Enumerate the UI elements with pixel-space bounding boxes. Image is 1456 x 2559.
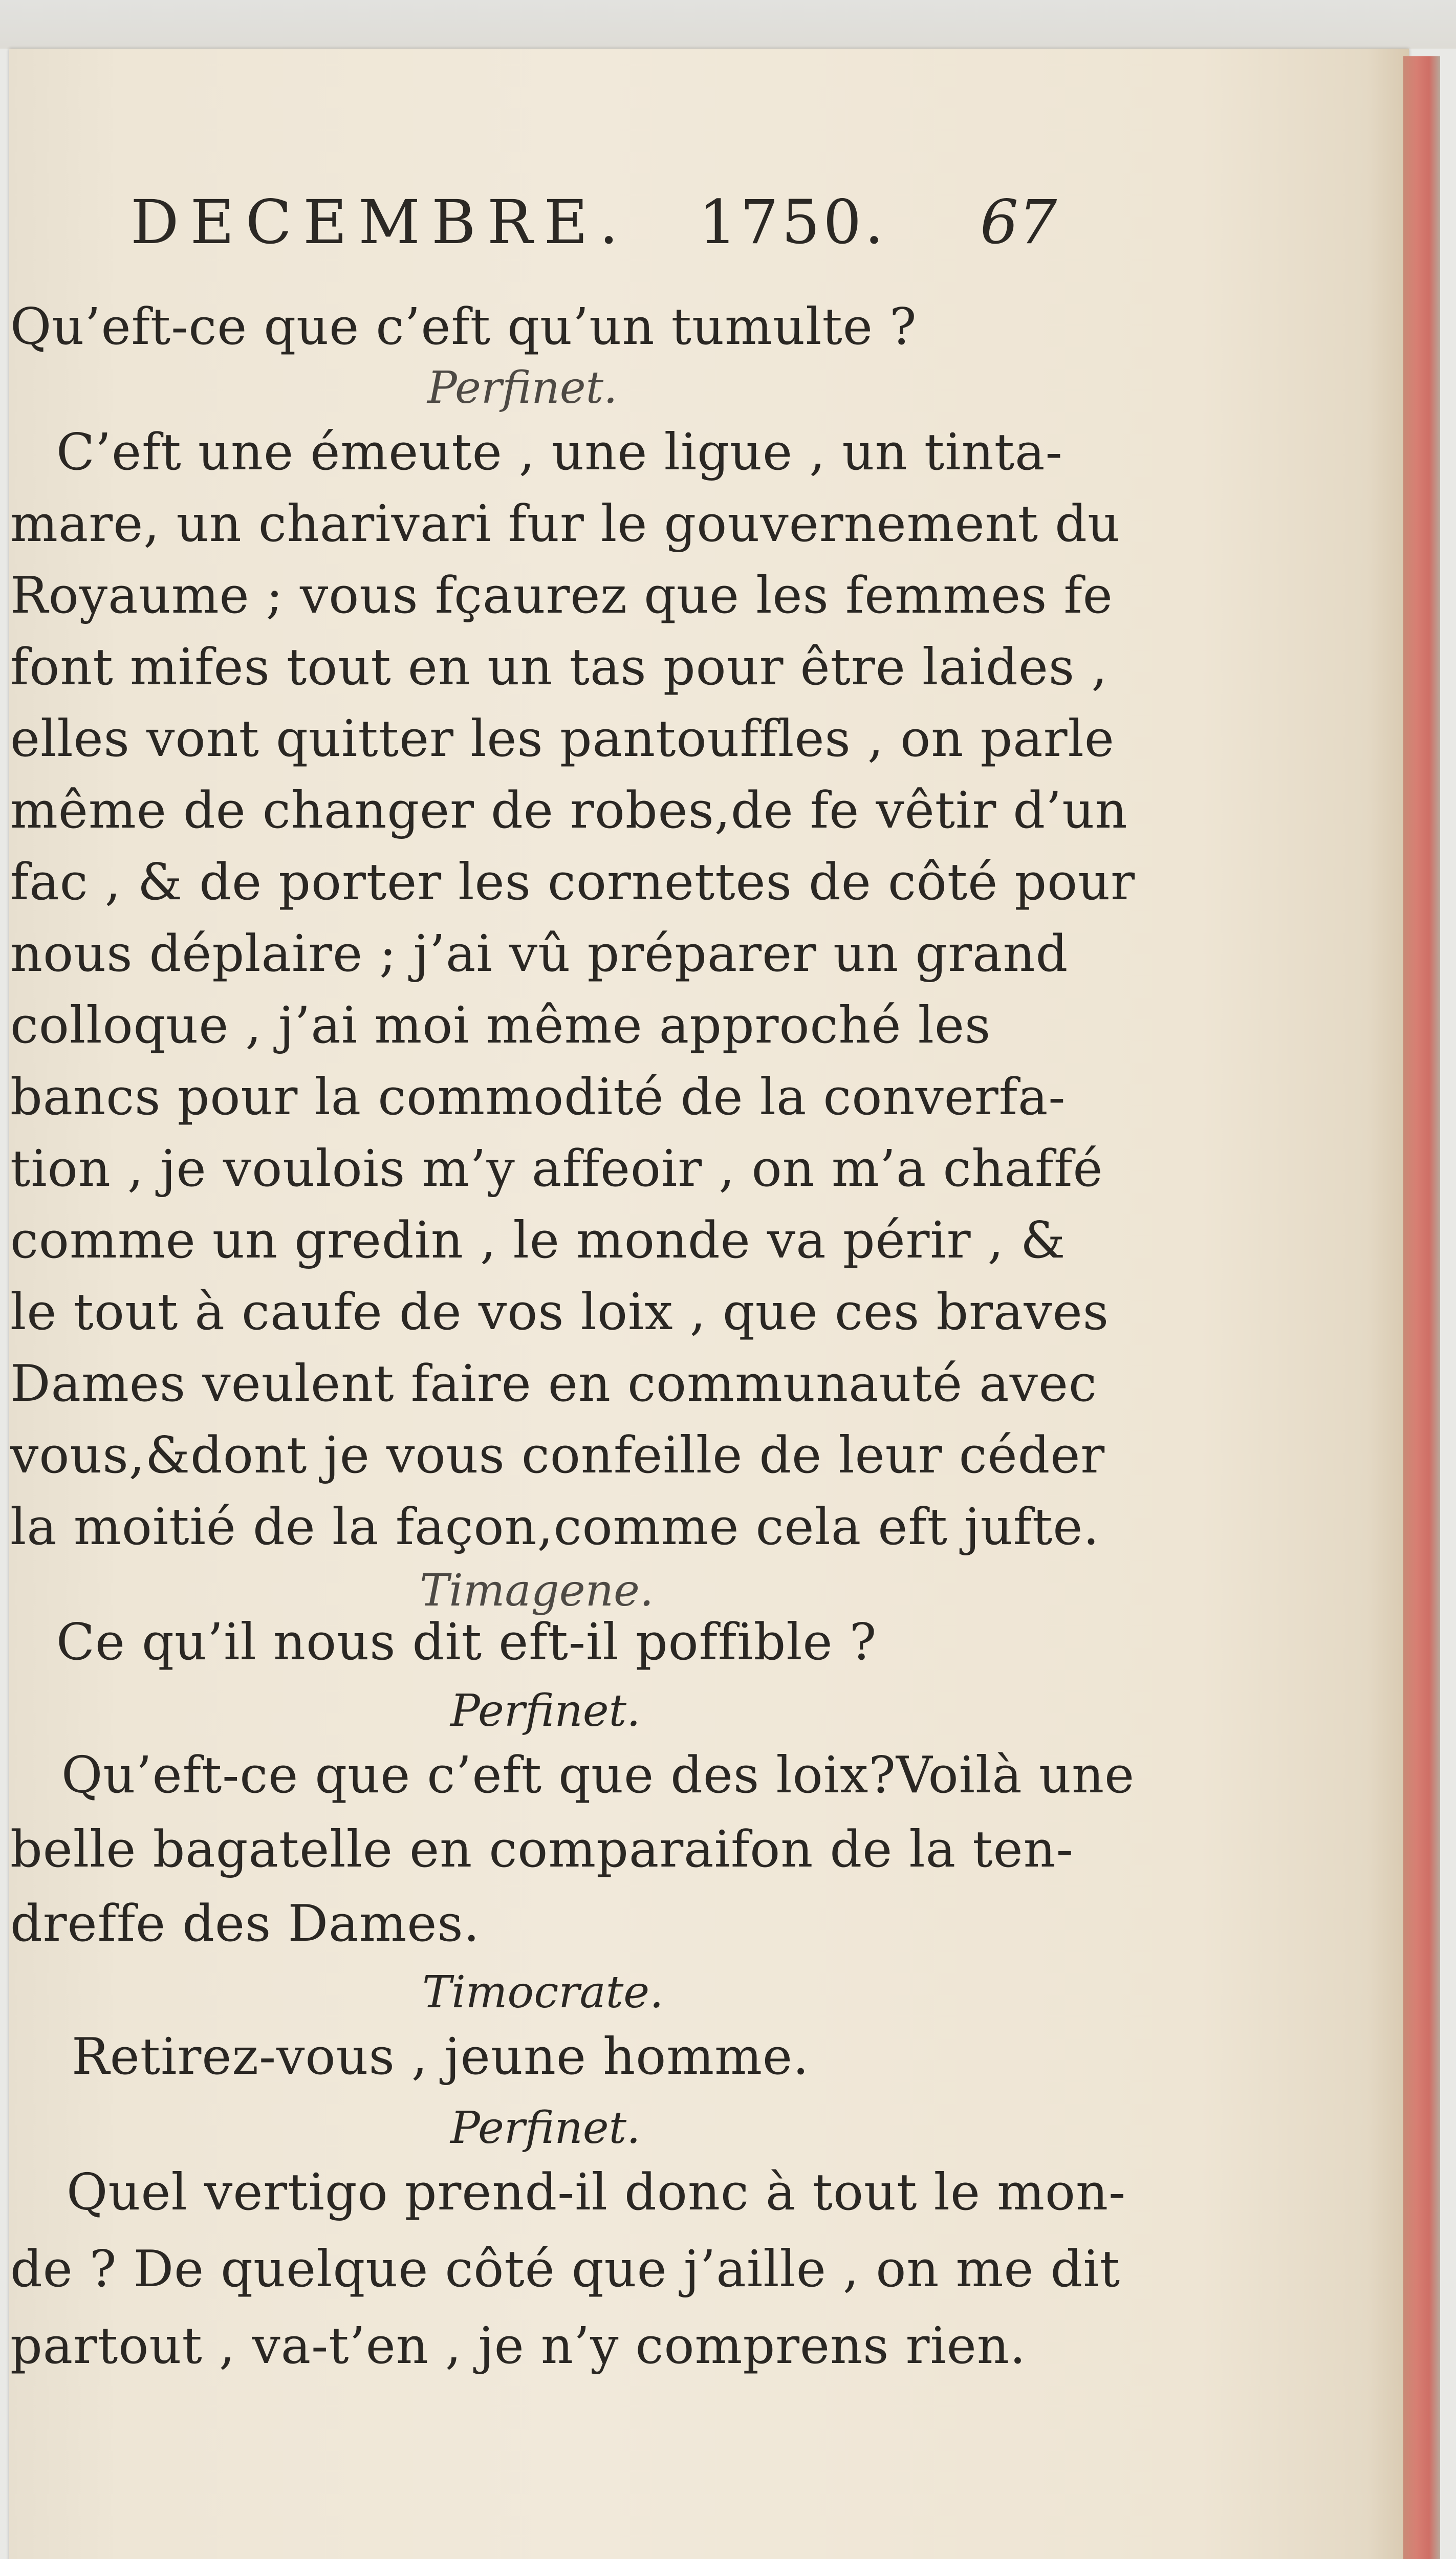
text-line: comme un gredin , le monde va périr , &: [10, 1211, 1066, 1270]
text-line: Qu’eft-ce que c’eft que des loix?Voilà une: [61, 1746, 1135, 1805]
text-line: Quel vertigo prend-il donc à tout le mon-: [67, 2163, 1126, 2222]
text-line: vous,&dont je vous confeille de leur céder: [10, 1426, 1105, 1485]
text-line: C’eft une émeute , une ligue , un tinta-: [56, 423, 1063, 482]
text-line: font mifes tout en un tas pour être laides ,: [10, 638, 1108, 697]
text-line: mare, un charivari fur le gouvernement du: [10, 495, 1121, 553]
text-line: le tout à caufe de vos loix , que ces braves: [10, 1283, 1110, 1341]
speaker-name: Perfinet.: [450, 2102, 641, 2154]
text-line: elles vont quitter les pantouffles , on parle: [10, 710, 1115, 768]
text-line: la moitié de la façon,comme cela eft jufte.: [10, 1498, 1100, 1556]
header-year: 1750.: [699, 187, 887, 257]
text-line: Retirez-vous , jeune homme.: [72, 2028, 810, 2086]
speaker-name: Timocrate.: [422, 1967, 664, 2018]
red-page-edge: [1403, 56, 1440, 2559]
header-month: DECEMBRE.: [131, 187, 630, 257]
text-line: de ? De quelque côté que j’aille , on me dit: [10, 2240, 1121, 2298]
speaker-name: Timagene.: [420, 1565, 654, 1616]
speaker-name: Perfinet.: [427, 362, 618, 414]
text-line: fac , & de porter les cornettes de côté pour: [10, 853, 1136, 912]
speaker-name: Perfinet.: [450, 1685, 641, 1737]
text-line: colloque , j’ai moi même approché les: [10, 996, 991, 1055]
text-line: tion , je voulois m’y affeoir , on m’a chaffé: [10, 1140, 1103, 1198]
text-line: Dames veulent faire en communauté avec: [10, 1355, 1097, 1413]
text-line: belle bagatelle en comparaifon de la ten-: [10, 1820, 1074, 1879]
text-line: nous déplaire ; j’ai vû préparer un grand: [10, 925, 1069, 983]
top-margin-fold: [0, 0, 1456, 49]
text-line: Ce qu’il nous dit eft-il poffible ?: [56, 1613, 877, 1672]
text-line: même de changer de robes,de fe vêtir d’un: [10, 782, 1128, 840]
running-header: [131, 187, 1103, 274]
text-line: Royaume ; vous fçaurez que les femmes fe: [10, 567, 1113, 625]
text-line: Qu’eft-ce que c’eft qu’un tumulte ?: [10, 298, 917, 356]
page-number: 67: [980, 187, 1057, 257]
text-line: dreffe des Dames.: [10, 1895, 480, 1953]
text-line: partout , va-t’en , je n’y comprens rien.: [10, 2317, 1027, 2375]
text-line: bancs pour la commodité de la converfa-: [10, 1068, 1066, 1126]
